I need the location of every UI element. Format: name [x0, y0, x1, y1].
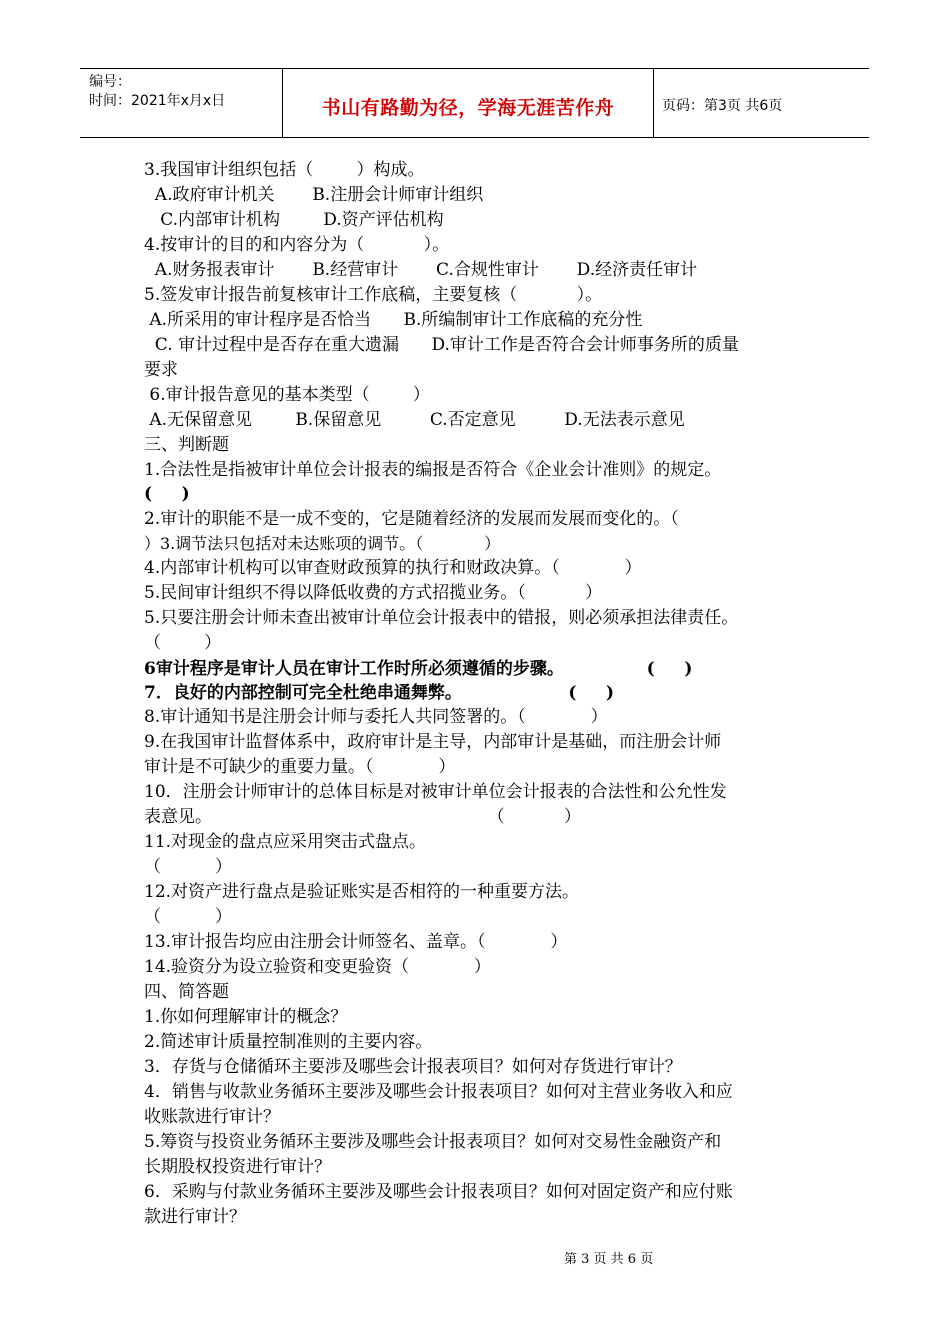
question-line: 3．存货与仓储循环主要涉及哪些会计报表项目？如何对存货进行审计？ [144, 1057, 682, 1077]
question-line: 5.签发审计报告前复核审计工作底稿，主要复核（ ）。 [144, 285, 603, 305]
question-line: 5.民间审计组织不得以降低收费的方式招揽业务。（ ） [144, 583, 603, 603]
question-line: 12.对资产进行盘点是验证账实是否相符的一种重要方法。 [144, 882, 580, 902]
question-line: 6审计程序是审计人员在审计工作时所必须遵循的步骤。 ( ) [144, 659, 693, 679]
answer-blank: ( ) [144, 484, 190, 504]
question-line: 3.我国审计组织包括（ ）构成。 [144, 160, 425, 180]
question-line: 9.在我国审计监督体系中，政府审计是主导，内部审计是基础，而注册会计师 [144, 732, 722, 752]
header-motto: 书山有路勤为径，学海无涯苦作舟 [321, 97, 615, 119]
option-line: A.所采用的审计程序是否恰当 B.所编制审计工作底稿的充分性 [144, 310, 643, 330]
question-line: 收账款进行审计？ [144, 1107, 280, 1127]
question-line: 7．良好的内部控制可完全杜绝串通舞弊。 ( ) [144, 683, 615, 703]
option-line: A.财务报表审计 B.经营审计 C.合规性审计 D.经济责任审计 [144, 260, 698, 280]
option-line: A.无保留意见 B.保留意见 C.否定意见 D.无法表示意见 [144, 410, 685, 430]
answer-blank: （ ） [144, 857, 233, 877]
question-line: 5.只要注册会计师未查出被审计单位会计报表中的错报，则必须承担法律责任。 [144, 608, 739, 628]
option-line: A.政府审计机关 B.注册会计师审计组织 [144, 185, 484, 205]
question-line: 1.你如何理解审计的概念？ [144, 1007, 348, 1027]
section-heading: 三、判断题 [144, 435, 229, 455]
question-line: 1.合法性是指被审计单位会计报表的编报是否符合《企业会计准则》的规定。 [144, 460, 722, 480]
page-footer: 第 3 页 共 6 页 [564, 1252, 654, 1267]
section-heading: 四、简答题 [144, 982, 229, 1002]
question-line: 审计是不可缺少的重要力量。（ ） [144, 757, 456, 777]
question-line: 8.审计通知书是注册会计师与委托人共同签署的。（ ） [144, 707, 608, 727]
question-line: 2.简述审计质量控制准则的主要内容。 [144, 1032, 433, 1052]
question-line: 10．注册会计师审计的总体目标是对被审计单位会计报表的合法性和公允性发 [144, 782, 727, 802]
question-line: ）3.调节法只包括对未达账项的调节。（ ） [144, 534, 501, 553]
question-line: 13.审计报告均应由注册会计师签名、盖章。（ ） [144, 932, 568, 952]
question-line: 2.审计的职能不是一成不变的，它是随着经济的发展而发展而变化的。（ [144, 509, 679, 529]
question-line: 4.按审计的目的和内容分为（ ）。 [144, 235, 450, 255]
header-divider [653, 69, 654, 137]
date-label: 时间：2021年x月x日 [89, 93, 226, 109]
question-line: 14.验资分为设立验资和变更验资（ ） [144, 957, 491, 977]
option-line: C. 审计过程中是否存在重大遗漏 D.审计工作是否符合会计师事务所的质量 [144, 335, 739, 355]
question-line: 4.内部审计机构可以审查财政预算的执行和财政决算。（ ） [144, 558, 642, 578]
page-number-label: 页码：第3页 共6页 [662, 98, 783, 114]
option-line: C.内部审计机构 D.资产评估机构 [144, 210, 444, 230]
option-line: 要求 [144, 360, 178, 380]
question-line: 5.筹资与投资业务循环主要涉及哪些会计报表项目？如何对交易性金融资产和 [144, 1132, 722, 1152]
question-line: 款进行审计？ [144, 1207, 246, 1227]
answer-blank: （ ） [144, 907, 233, 927]
question-line: 长期股权投资进行审计？ [144, 1157, 331, 1177]
question-line: 6.审计报告意见的基本类型（ ） [144, 385, 430, 405]
question-line: 6．采购与付款业务循环主要涉及哪些会计报表项目？如何对固定资产和应付账 [144, 1182, 733, 1202]
question-line: 表意见。 （ ） [144, 807, 582, 827]
answer-blank: （ ） [144, 633, 222, 653]
serial-number-label: 编号： [89, 74, 131, 90]
page-header [80, 68, 869, 138]
question-line: 11.对现金的盘点应采用突击式盘点。 [144, 832, 427, 852]
question-line: 4．销售与收款业务循环主要涉及哪些会计报表项目？如何对主营业务收入和应 [144, 1082, 733, 1102]
